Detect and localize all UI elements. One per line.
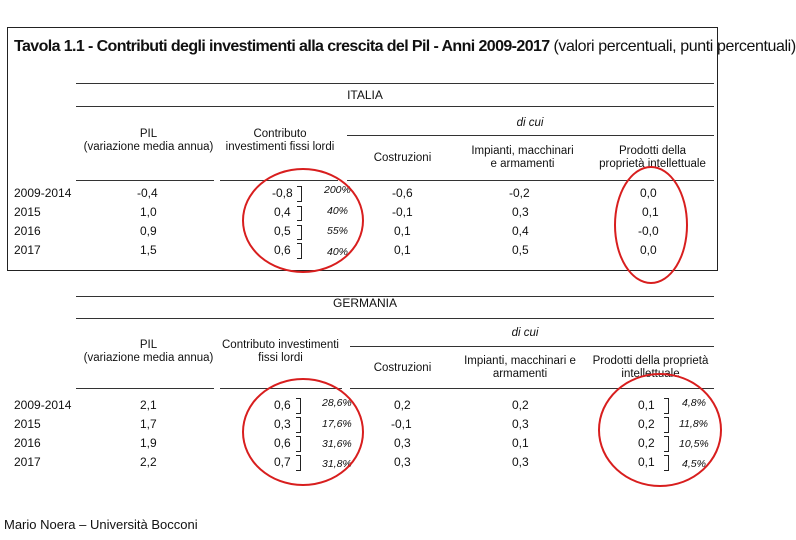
table-title [14,38,796,56]
germania-costruzioni-value: 0,3 [394,436,411,450]
italia-top-rule [76,83,714,84]
germania-impianti-value: 0,3 [512,455,529,469]
italia-header-contributo-l2: investimenti fissi lordi [225,141,335,153]
germania-header-pil [76,339,221,365]
germania-header-contributo-l2: fissi lordi [258,352,303,364]
germania-country-rule [76,318,714,319]
italia-period: 2009-2014 [14,186,72,200]
table-title-main: Tavola 1.1 - Contributi degli investimenti alla crescita del Pil - Anni 2009-2017 [14,38,550,55]
italia-costruzioni-value: -0,1 [392,205,413,219]
italia-annotation: 55% [327,225,349,237]
italia-costruzioni-value: 0,1 [394,243,411,257]
italia-period: 2016 [14,224,41,238]
germania-prodotti-value: 0,1 [638,455,655,469]
germania-header-contributo-l1: Contributo investimenti [222,339,339,351]
germania-pil-value: 2,1 [140,398,157,412]
germania-costruzioni-value: 0,3 [394,455,411,469]
italia-costruzioni-value: 0,1 [394,224,411,238]
germania-country-label: GERMANIA [332,296,397,310]
italia-contributo-highlight-circle [242,168,364,273]
germania-period: 2016 [14,436,41,450]
italia-header-costruzioni-l1: Costruzioni [373,152,432,164]
italia-annotation: 40% [327,205,349,217]
italia-contributo-value: 0,5 [274,224,291,238]
italia-costruzioni-value: -0,6 [392,186,413,200]
italia-header-prodotti-l1: Prodotti della [618,145,687,157]
germania-contributo-value: 0,6 [274,398,291,412]
germania-di-cui: di cui [511,327,539,339]
italia-header-pil [76,128,221,154]
italia-header-impianti-l1: Impianti, macchinari [471,145,574,157]
germania-header-impianti [455,355,585,381]
italia-impianti-value: 0,4 [512,224,529,238]
germania-contributo-value: 0,3 [274,417,291,431]
italia-prodotti-value: 0,0 [640,186,657,200]
italia-period: 2017 [14,243,41,257]
germania-annotation: 4,8% [682,397,706,409]
germania-costruzioni-value: 0,2 [394,398,411,412]
germania-header-costruzioni-l1: Costruzioni [373,362,432,374]
italia-contributo-value: 0,6 [274,243,291,257]
germania-header-costruzioni [355,362,450,375]
italia-prodotti-value: 0,0 [640,243,657,257]
italia-pil-underline [76,180,214,181]
germania-header-pil-l2: (variazione media annua) [83,352,214,364]
germania-header-prodotti-l2: intellettuale [621,368,680,380]
italia-annotation: 40% [327,246,349,258]
italia-header-pil-l2: (variazione media annua) [83,141,214,153]
germania-pil-underline [76,388,214,389]
germania-impianti-value: 0,3 [512,417,529,431]
italia-header-impianti-l2: e armamenti [490,158,555,170]
italia-pil-value: 1,0 [140,205,157,219]
germania-pil-value: 1,7 [140,417,157,431]
italia-country-rule [76,106,714,107]
germania-contributo-value: 0,7 [274,455,291,469]
germania-contributo-value: 0,6 [274,436,291,450]
germania-contributo-highlight-circle [242,378,364,486]
italia-prodotti-value: -0,0 [638,224,659,238]
italia-header-contributo [220,128,340,154]
germania-header-pil-l1: PIL [139,339,158,351]
italia-prodotti-highlight-circle [614,166,688,284]
germania-annotation: 28,6% [322,397,352,409]
italia-pil-value: 0,9 [140,224,157,238]
italia-dicui-rule [347,135,714,136]
germania-annotation: 4,5% [682,458,706,470]
italia-header-prodotti-l2: proprietà intellettuale [599,158,706,170]
italia-header-contributo-l1: Contributo [253,128,307,140]
germania-period: 2015 [14,417,41,431]
italia-header-pil-l1: PIL [139,128,158,140]
italia-header-costruzioni [355,152,450,165]
italia-di-cui: di cui [516,117,544,129]
germania-annotation: 10,5% [679,438,709,450]
germania-prodotti-value: 0,1 [638,398,655,412]
germania-dicui-rule [350,346,714,347]
italia-impianti-value: -0,2 [509,186,530,200]
germania-impianti-value: 0,2 [512,398,529,412]
germania-costruzioni-value: -0,1 [391,417,412,431]
germania-header-prodotti-l1: Prodotti della proprietà [592,355,709,367]
germania-prodotti-value: 0,2 [638,436,655,450]
germania-prodotti-value: 0,2 [638,417,655,431]
italia-header-impianti [455,145,590,171]
italia-period: 2015 [14,205,41,219]
italia-impianti-value: 0,5 [512,243,529,257]
germania-pil-value: 1,9 [140,436,157,450]
germania-prodotti-highlight-circle [598,373,722,487]
italia-annotation: 200% [324,184,351,196]
germania-header-contributo [218,339,343,365]
italia-prodotti-value: 0,1 [642,205,659,219]
germania-header-impianti-l2: armamenti [492,368,548,380]
table-title-suffix: (valori percentuali, punti percentuali) [553,38,796,55]
germania-period: 2017 [14,455,41,469]
germania-annotation: 31,8% [322,458,352,470]
germania-header-impianti-l1: Impianti, macchinari e [464,355,576,367]
italia-pil-value: -0,4 [137,186,158,200]
germania-impianti-value: 0,1 [512,436,529,450]
footer-author: Mario Noera – Università Bocconi [4,517,198,532]
germania-annotation: 11,8% [679,418,708,430]
germania-period: 2009-2014 [14,398,72,412]
italia-pil-value: 1,5 [140,243,157,257]
italia-impianti-value: 0,3 [512,205,529,219]
italia-country-label: ITALIA [347,88,383,102]
germania-annotation: 31,6% [322,438,352,450]
germania-pil-value: 2,2 [140,455,157,469]
italia-contributo-value: -0,8 [272,186,293,200]
italia-contributo-value: 0,4 [274,205,291,219]
germania-annotation: 17,6% [322,418,352,430]
